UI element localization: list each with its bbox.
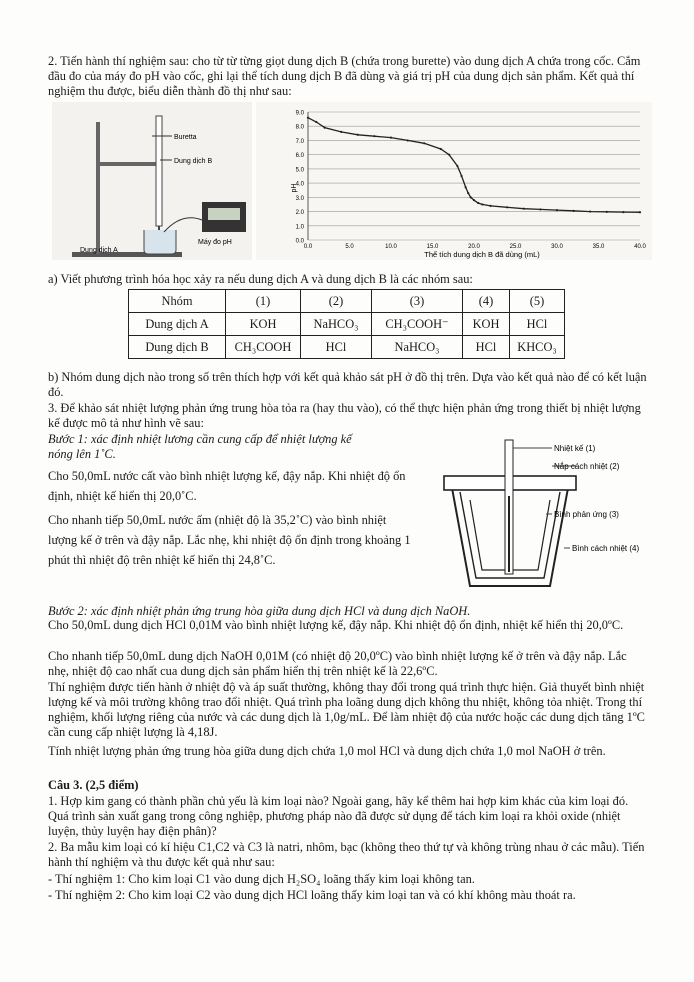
- ph-meter-label: Máy đo pH: [198, 239, 232, 246]
- solution-b-label: Dung dịch B: [174, 158, 213, 165]
- data-point: [639, 211, 641, 213]
- data-point: [573, 210, 575, 212]
- data-point: [324, 127, 326, 129]
- table-header-cell: (4): [463, 290, 510, 313]
- vessel-label: Bình phản ứng (3): [554, 510, 619, 519]
- data-point: [622, 211, 624, 213]
- y-tick-label: 6.0: [295, 153, 304, 160]
- y-axis-label: pH: [291, 183, 298, 193]
- table-cell: CH₃COOH: [226, 336, 301, 359]
- y-tick-label: 9.0: [295, 110, 304, 117]
- question-a: a) Viết phương trình hóa học xảy ra nếu dung dịch A và dung dịch B là các nhóm sau:: [48, 272, 473, 286]
- table-cell: KOH: [226, 313, 301, 336]
- clamp: [98, 162, 156, 166]
- y-tick-label: 8.0: [295, 124, 304, 131]
- stand-rod: [96, 122, 100, 254]
- x-tick-label: 25.0: [509, 244, 522, 250]
- question-3-part-2: 2. Ba mẫu kim loại có kí hiệu C1,C2 và C3 là natri, nhôm, bạc (không theo thứ tự và không trùng nhau ở các mẫu). Tiến hành thí nghiệm và thu được kết quả như sau:: [48, 840, 645, 869]
- data-point: [460, 175, 462, 177]
- table-cell: Dung dịch B: [129, 336, 226, 359]
- data-point: [470, 196, 472, 198]
- question-b: b) Nhóm dung dịch nào trong số trên thích hợp với kết quả khảo sát pH ở đồ thị trên. Dựa vào kết quả nào để có kết luận đó.: [48, 370, 647, 399]
- table-header-cell: (5): [510, 290, 565, 313]
- data-point: [465, 186, 467, 188]
- data-point: [467, 192, 469, 194]
- beaker: [144, 230, 176, 254]
- x-tick-label: 10.0: [385, 244, 397, 250]
- ph-meter-screen: [208, 208, 240, 220]
- step-1-text-a: Cho 50,0mL nước cất vào bình nhiệt lượng kế, đậy nắp. Khi nhiệt độ ổn định, nhiệt kế hiển thị 20,0˚C.: [48, 469, 406, 503]
- burette-tube: [156, 116, 162, 226]
- y-tick-label: 5.0: [295, 167, 304, 174]
- table-cell: HCl: [510, 313, 565, 336]
- data-point: [506, 206, 508, 208]
- y-tick-label: 1.0: [295, 224, 304, 231]
- data-point: [556, 209, 558, 211]
- data-point: [481, 203, 483, 205]
- y-tick-label: 7.0: [295, 138, 304, 145]
- step-2-text-a: Cho 50,0mL dung dịch HCl 0,01M vào bình nhiệt lượng kế, đậy nắp. Khi nhiệt độ ổn định, nhiệt kế hiển thị 20,0ºC.: [48, 618, 624, 632]
- table-cell: NaHCO₃: [372, 336, 463, 359]
- lid-label: Nắp cách nhiệt (2): [554, 462, 620, 471]
- x-tick-label: 5.0: [345, 244, 354, 250]
- data-point: [440, 148, 442, 150]
- step-1-title: Bước 1: xác định nhiệt lương cần cung cấp để nhiệt lượng kế nóng lên 1˚C.: [48, 432, 352, 461]
- titration-apparatus-figure: [52, 102, 252, 260]
- x-tick-label: 15.0: [426, 244, 439, 250]
- question-2-intro: 2. Tiến hành thí nghiệm sau: cho từ từ từng giọt dung dịch B (chứa trong burette) vào dung dịch A chứa trong cốc. Cắm đầu đo của máy đo pH vào cốc, ghi lại thể tích dung dịch B đã dùng và giá trị pH của dung dịch sản phẩm. Kết quả thí nghiệm thu được, biểu diễn thành đồ thị như sau:: [48, 54, 641, 98]
- experiment-2: - Thí nghiệm 2: Cho kim loại C2 vào dung dịch HCl loãng thấy kim loại tan và có khí không màu thoát ra.: [48, 888, 576, 902]
- table-cell: HCl: [301, 336, 372, 359]
- data-point: [407, 139, 409, 141]
- thermometer-label: Nhiệt kế (1): [554, 444, 596, 453]
- data-point: [523, 208, 525, 210]
- data-point: [373, 135, 375, 137]
- table-cell: KHCO₃: [510, 336, 565, 359]
- table-row: [129, 336, 565, 359]
- question-3-intro: 3. Để khảo sát nhiệt lượng phản ứng trung hòa tỏa ra (hay thu vào), có thể thực hiện phản ứng trong thiết bị nhiệt lượng kế được mô tả như hình vẽ sau:: [48, 401, 641, 430]
- data-point: [606, 211, 608, 213]
- step-2-text-d: Tính nhiệt lượng phản ứng trung hòa giữa dung dịch chứa 1,0 mol HCl và dung dịch chứa 1,0 mol NaOH ở trên.: [48, 744, 606, 758]
- x-tick-label: 40.0: [634, 244, 646, 250]
- question-3-title: Câu 3. (2,5 điểm): [48, 778, 139, 792]
- data-point: [307, 117, 309, 119]
- x-axis-label: Thể tích dung dịch B đã dùng (mL): [424, 250, 540, 259]
- table-cell: HCl: [463, 336, 510, 359]
- y-tick-label: 4.0: [295, 181, 304, 188]
- table-cell: NaHCO₃: [301, 313, 372, 336]
- insulator-label: Bình cách nhiệt (4): [572, 544, 640, 553]
- question-3-part-1: 1. Hợp kim gang có thành phần chủ yếu là kim loại nào? Ngoài gang, hãy kể thêm hai hợp kim khác của kim loại đó. Quá trình sản xuất gang trong công nghiệp, phương pháp nào đã được sử dụng để tách kim loại ra khỏi oxide (nhiệt luyện, thủy luyện hay điện phân)?: [48, 794, 629, 838]
- ph-titration-chart: [256, 102, 652, 260]
- data-point: [490, 205, 492, 207]
- table-row: [129, 313, 565, 336]
- table-header-cell: (2): [301, 290, 372, 313]
- burette-label: Buretta: [174, 134, 197, 141]
- experiment-1: - Thí nghiệm 1: Cho kim loại C1 vào dung dịch H₂SO₄ loãng thấy kim loại không tan.: [48, 872, 475, 886]
- table-header-cell: (3): [372, 290, 463, 313]
- data-point: [340, 131, 342, 133]
- x-tick-label: 30.0: [551, 244, 563, 250]
- step-1-text-b: Cho nhanh tiếp 50,0mL nước ấm (nhiệt độ là 35,2˚C) vào bình nhiệt lượng kế ở trên và đậy nắp. Lắc nhẹ, khi nhiệt độ ổn định trong khoảng 1 phút thì nhiệt độ trên nhiệt kế hiển thị 24,8˚C.: [48, 513, 411, 567]
- data-point: [473, 199, 475, 201]
- table-header-row: [129, 290, 565, 313]
- y-tick-label: 2.0: [295, 210, 304, 217]
- chart-background: [256, 102, 652, 260]
- data-point: [589, 210, 591, 212]
- data-point: [315, 121, 317, 123]
- y-tick-label: 3.0: [295, 195, 304, 202]
- table-cell: CH₃COOH⁻: [372, 313, 463, 336]
- x-tick-label: 20.0: [468, 244, 480, 250]
- table-cell: KOH: [463, 313, 510, 336]
- x-tick-label: 35.0: [592, 244, 605, 250]
- step-2-text-b: Cho nhanh tiếp 50,0mL dung dịch NaOH 0,01M (có nhiệt độ 20,0ºC) vào bình nhiệt lượng kế ở trên và đậy nắp. Lắc nhẹ, nhiệt độ cao nhất cua dung dịch sản phẩm hiển thị trên nhiệt kế là 22,6ºC.: [48, 649, 627, 678]
- data-point: [539, 208, 541, 210]
- data-point: [390, 137, 392, 139]
- table-header-cell: (1): [226, 290, 301, 313]
- table-cell: Dung dịch A: [129, 313, 226, 336]
- data-point: [448, 154, 450, 156]
- data-point: [357, 134, 359, 136]
- data-point: [456, 165, 458, 167]
- data-point: [477, 202, 479, 204]
- y-tick-label: 0.0: [295, 238, 304, 245]
- solution-a-label: Dung dịch A: [80, 247, 118, 254]
- data-point: [423, 142, 425, 144]
- group-table: [128, 289, 565, 359]
- table-header-cell: Nhóm: [129, 290, 226, 313]
- step-2-text-c: Thí nghiệm được tiến hành ở nhiệt độ và áp suất thường, không thay đổi trong quá trình thực hiện. Giả thuyết bình nhiệt lượng kế và môi trường không trao đổi nhiệt. Quá trình pha loãng dung dịch không thu nhiệt, không tỏa nhiệt. Trong thí nghiệm, khối lượng riêng của nước và các dung dịch là 1,0g/mL. Để làm nhiệt độ của nước hoặc các dung dịch tăng 1ºC cần cung cấp nhiệt lượng là 4,18J.: [48, 680, 645, 739]
- step-2-title: Bước 2: xác định nhiệt phản ứng trung hòa giữa dung dịch HCl và dung dịch NaOH.: [48, 604, 471, 618]
- x-tick-label: 0.0: [303, 244, 313, 250]
- calorimeter-figure: [430, 436, 650, 600]
